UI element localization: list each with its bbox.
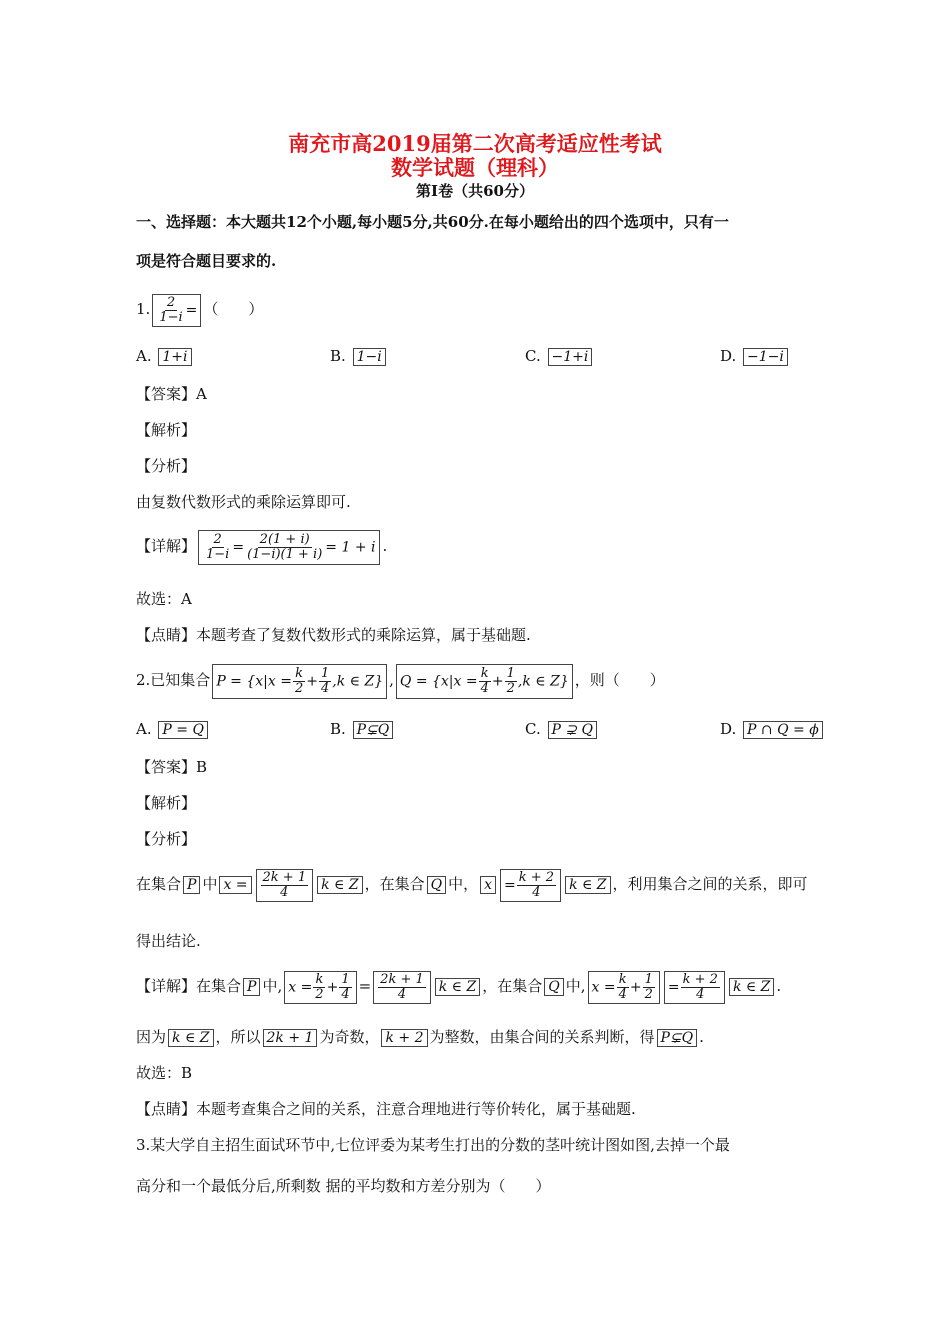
q1-detail xyxy=(136,524,387,568)
q2-reason xyxy=(136,1027,704,1047)
q2-reason-b2: k + 2 xyxy=(381,1029,427,1047)
q2-option-c-label: C. xyxy=(525,720,541,738)
q1-analysis: 由复数代数形式的乘除运算即可. xyxy=(136,493,351,511)
q2-set-p-frac2-num: 1 xyxy=(320,665,330,681)
q2-reason-t3: 为奇数， xyxy=(319,1028,380,1046)
q2-set-p-frac2-den: 4 xyxy=(320,680,330,696)
q1-detail-end: . xyxy=(382,537,388,555)
q1-option-a-label: A. xyxy=(136,347,152,365)
q2-detail-eq: = xyxy=(358,977,372,995)
q2-set-q-a: Q = {x|x = xyxy=(399,673,478,689)
q2-analysis-line2: 得出结论. xyxy=(136,932,201,950)
q1-option-d xyxy=(720,347,790,366)
q2-jiexi-heading: 【解析】 xyxy=(136,794,197,812)
q2-set-q-plus: + xyxy=(491,673,504,689)
q2-option-b xyxy=(330,720,395,739)
q2-set-q-frac1-den: 4 xyxy=(480,680,489,696)
q2-detail-frac5-num: 1 xyxy=(644,971,653,987)
q1-option-d-label: D. xyxy=(720,347,737,365)
q2-option-c-value: P ⊋ Q xyxy=(548,721,598,739)
q3-stem-line1: 3.某大学自主招生面试环节中,七位评委为某考生打出的分数的茎叶统计图如图,去掉一个最 xyxy=(136,1136,730,1154)
q1-option-b xyxy=(330,347,388,366)
q2-detail-eq2: = xyxy=(667,979,680,995)
q1-option-a-value: 1+i xyxy=(158,348,191,366)
q2-analysis-frac1-box xyxy=(256,869,314,902)
q2-detail-kz2: k ∈ Z xyxy=(729,978,774,996)
q1-detail-frac1-den: 1−i xyxy=(206,546,230,562)
q2-detail-frac3-num: 2k + 1 xyxy=(380,971,424,987)
section-instruction-line1: 一、选择题：本大题共12个小题,每小题5分,共60分.在每小题给出的四个选项中，只有一 xyxy=(136,213,729,231)
q2-detail-frac3-den: 4 xyxy=(397,986,407,1002)
q2-detail-frac6-den: 4 xyxy=(696,986,705,1002)
q2-set-p-frac1-den: 2 xyxy=(294,680,304,696)
q2-detail-plus1: + xyxy=(326,979,339,995)
q2-analysis-frac2-den: 4 xyxy=(532,884,541,900)
q1-option-b-label: B. xyxy=(330,347,346,365)
q2-option-c xyxy=(525,720,599,739)
q1-option-b-value: 1−i xyxy=(353,348,386,366)
q1-fraction xyxy=(157,296,184,325)
q2-reason-b3: P⊊Q xyxy=(657,1029,698,1047)
q2-analysis-x: x = xyxy=(219,876,251,894)
q2-detail-frac4 xyxy=(617,973,629,1002)
q2-detail-frac1-den: 2 xyxy=(315,986,324,1002)
q1-stem xyxy=(136,290,263,328)
q2-detail-t1: 中, xyxy=(262,977,283,995)
q2-analysis-x2: x xyxy=(480,876,496,894)
q2-reason-b1: 2k + 1 xyxy=(263,1029,318,1047)
q2-suffix: ，则（ ） xyxy=(574,671,665,689)
q2-detail-t3: 中, xyxy=(565,977,586,995)
q1-note: 【点睛】本题考查了复数代数形式的乘除运算，属于基础题. xyxy=(136,626,531,644)
q2-set-q-frac2-den: 2 xyxy=(506,680,515,696)
q2-detail-frac2-num: 1 xyxy=(341,971,350,987)
q2-prefix: 2.已知集合 xyxy=(136,671,211,689)
q2-note: 【点睛】本题考查集合之间的关系，注意合理地进行等价转化，属于基础题. xyxy=(136,1100,636,1118)
q2-option-a-value: P = Q xyxy=(158,721,208,739)
q2-detail-frac5-den: 2 xyxy=(644,986,653,1002)
q2-analysis-frac1 xyxy=(261,871,309,900)
q1-option-a xyxy=(136,347,194,366)
q2-detail-frac2-den: 4 xyxy=(341,986,350,1002)
q1-frac-num: 2 xyxy=(166,294,176,310)
q3-stem-line2: 高分和一个最低分后,所剩数 据的平均数和方差分别为（ ） xyxy=(136,1177,551,1195)
q2-analysis-p: P xyxy=(183,876,200,894)
q2-detail-frac3 xyxy=(378,973,426,1002)
q2-set-p-frac1 xyxy=(293,667,305,696)
q2-detail-q: Q xyxy=(544,978,563,996)
q1-detail-frac1 xyxy=(204,533,231,562)
q2-detail-expr1 xyxy=(284,971,356,1004)
q2-analysis-t2: 中 xyxy=(202,875,218,893)
q2-detail-p: P xyxy=(243,978,260,996)
q1-expression xyxy=(152,294,201,327)
q2-option-b-value: P⊊Q xyxy=(353,721,394,739)
q2-analysis-frac1-num: 2k + 1 xyxy=(262,869,307,885)
q2-detail-frac2 xyxy=(339,973,351,1002)
q2-set-p-b: ,k ∈ Z} xyxy=(332,673,384,689)
q2-fenxi-heading: 【分析】 xyxy=(136,830,197,848)
q1-detail-expression xyxy=(198,530,380,565)
q2-detail xyxy=(136,962,781,1010)
q2-option-b-label: B. xyxy=(330,720,346,738)
q1-equals: = xyxy=(185,302,198,318)
q2-option-d-label: D. xyxy=(720,720,737,738)
q1-choose: 故选：A xyxy=(136,590,192,608)
q1-option-d-value: −1−i xyxy=(743,348,788,366)
q2-detail-frac4-den: 4 xyxy=(618,986,627,1002)
q1-detail-eq: = xyxy=(232,539,245,555)
q2-reason-t2: ，所以 xyxy=(215,1028,261,1046)
q2-set-q-frac2-num: 1 xyxy=(506,665,515,681)
q1-paren: （ ） xyxy=(203,300,264,318)
q2-set-q-frac2 xyxy=(505,667,517,696)
q2-analysis-frac2 xyxy=(517,871,556,900)
q1-detail-result: = 1 + i xyxy=(325,539,376,555)
q1-frac-den: 1−i xyxy=(159,309,183,325)
q2-set-q-frac1 xyxy=(479,667,491,696)
q2-reason-t1: 因为 xyxy=(136,1028,167,1046)
q2-comma: , xyxy=(389,671,394,689)
q2-set-p-frac2 xyxy=(319,667,331,696)
q2-analysis xyxy=(136,860,808,908)
q2-option-d-value: P ∩ Q = ϕ xyxy=(743,721,823,739)
q2-reason-kz: k ∈ Z xyxy=(168,1029,213,1047)
q2-analysis-t5: ，利用集合之间的关系，即可 xyxy=(612,875,808,893)
q2-set-p-a: P = {x|x = xyxy=(216,673,292,689)
q2-detail-xa: x = xyxy=(288,979,313,995)
q2-set-p-frac1-num: k xyxy=(295,665,304,681)
q1-detail-frac2-den: (1−i)(1 + i) xyxy=(247,546,323,562)
page-title: 南充市高2019届第二次高考适应性考试 xyxy=(288,131,662,156)
q1-answer: 【答案】A xyxy=(136,385,207,403)
q2-option-a xyxy=(136,720,210,739)
q2-analysis-kz2: k ∈ Z xyxy=(565,876,610,894)
q2-detail-frac1-num: k xyxy=(315,971,324,987)
q2-analysis-q: Q xyxy=(427,876,446,894)
q1-option-c-value: −1+i xyxy=(548,348,593,366)
q2-detail-t2: ，在集合 xyxy=(482,977,543,995)
q2-set-q xyxy=(396,664,573,699)
q2-detail-frac6 xyxy=(681,973,720,1002)
q2-detail-expr3 xyxy=(588,971,660,1004)
q2-analysis-t1: 在集合 xyxy=(136,875,182,893)
q2-analysis-frac2-num: k + 2 xyxy=(518,869,555,885)
q2-detail-end: . xyxy=(776,977,782,995)
q1-jiexi-heading: 【解析】 xyxy=(136,421,197,439)
q2-choose: 故选：B xyxy=(136,1064,193,1082)
q2-reason-t4: 为整数，由集合间的关系判断，得 xyxy=(429,1028,655,1046)
q2-option-d xyxy=(720,720,825,739)
q1-number: 1. xyxy=(136,300,151,318)
volume-heading: 第Ⅰ卷（共60分） xyxy=(416,182,534,200)
q2-analysis-frac2-eq: = xyxy=(504,877,516,893)
q2-set-q-frac1-num: k xyxy=(480,665,489,681)
q2-detail-plus2: + xyxy=(629,979,642,995)
q1-detail-frac2 xyxy=(245,533,324,562)
q2-detail-expr4 xyxy=(664,971,725,1004)
q1-detail-frac1-num: 2 xyxy=(213,531,222,547)
q2-analysis-t3: ，在集合 xyxy=(364,875,425,893)
q2-detail-frac5 xyxy=(643,973,655,1002)
q2-answer: 【答案】B xyxy=(136,758,208,776)
q2-set-q-b: ,k ∈ Z} xyxy=(517,673,569,689)
q1-detail-label: 【详解】 xyxy=(136,537,197,555)
q1-detail-frac2-num: 2(1 + i) xyxy=(259,531,310,547)
q2-stem xyxy=(136,658,665,702)
q2-analysis-t4: 中， xyxy=(448,875,479,893)
q2-detail-frac6-num: k + 2 xyxy=(682,971,718,987)
q1-option-c xyxy=(525,347,594,366)
q2-detail-label: 【详解】在集合 xyxy=(136,977,242,995)
q2-detail-kz1: k ∈ Z xyxy=(435,978,480,996)
page-subtitle: 数学试题（理科） xyxy=(391,155,559,180)
q2-detail-expr2 xyxy=(373,971,431,1004)
q1-option-c-label: C. xyxy=(525,347,541,365)
q1-fenxi-heading: 【分析】 xyxy=(136,457,197,475)
q2-option-a-label: A. xyxy=(136,720,152,738)
q2-analysis-kz1: k ∈ Z xyxy=(317,876,362,894)
q2-reason-end: . xyxy=(699,1028,704,1046)
section-instruction-line2: 项是符合题目要求的. xyxy=(136,252,277,270)
q2-analysis-frac1-den: 4 xyxy=(280,884,289,900)
q2-set-p-plus: + xyxy=(306,673,318,689)
q2-analysis-frac2-box xyxy=(500,869,561,902)
q2-detail-frac4-num: k xyxy=(618,971,627,987)
q2-detail-frac1 xyxy=(313,973,325,1002)
q2-set-p xyxy=(212,664,387,699)
q2-detail-xb: x = xyxy=(591,979,616,995)
